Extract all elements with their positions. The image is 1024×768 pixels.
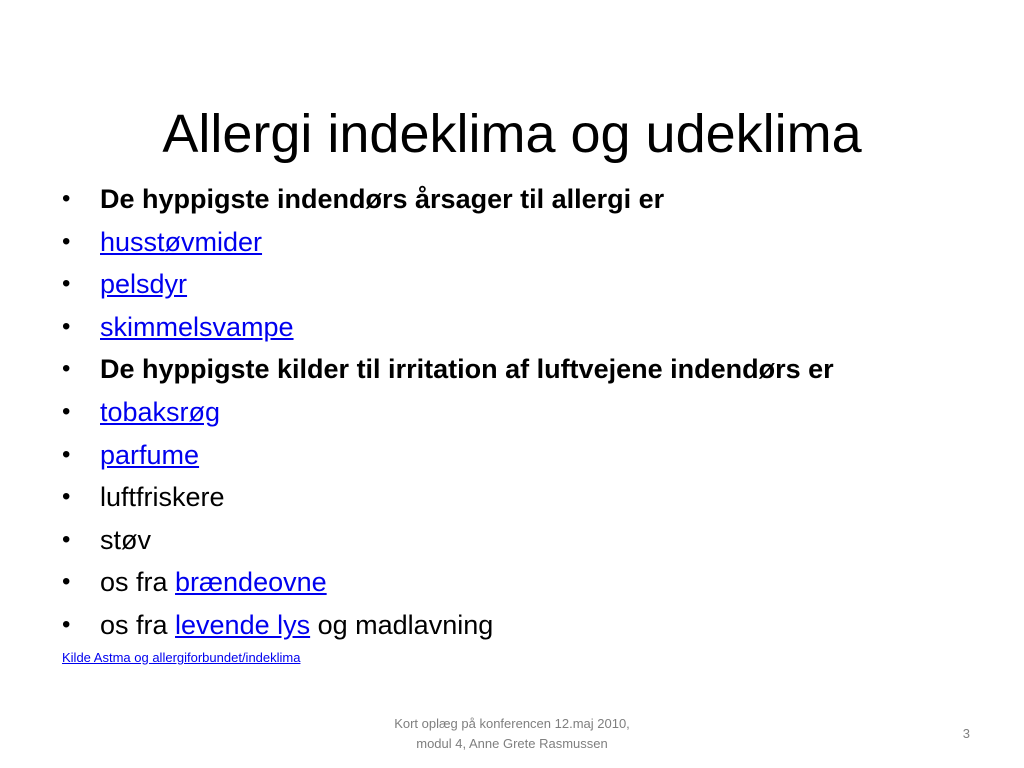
bullet-dot-icon: • bbox=[62, 568, 71, 596]
bullet-item bbox=[56, 348, 996, 391]
footer-line-1: Kort oplæg på konferencen 12.maj 2010, bbox=[394, 716, 630, 731]
bullet-item bbox=[56, 263, 996, 306]
footer-line-2: modul 4, Anne Grete Rasmussen bbox=[416, 736, 608, 751]
bullet-item bbox=[56, 306, 996, 349]
bullet-link[interactable]: skimmelsvampe bbox=[100, 311, 294, 342]
bullet-dot-icon: • bbox=[62, 610, 71, 638]
bullet-link[interactable]: parfume bbox=[100, 439, 200, 470]
bullet-text: De hyppigste kilder til irritation af luftvejene indendørs er bbox=[100, 354, 834, 385]
bullet-item bbox=[56, 476, 996, 519]
bullet-dot-icon: • bbox=[62, 185, 71, 212]
bullet-item bbox=[56, 519, 996, 562]
bullet-item bbox=[56, 178, 996, 221]
bullet-dot-icon: • bbox=[62, 355, 71, 383]
slide-footer bbox=[352, 714, 672, 754]
bullet-text: og madlavning bbox=[310, 609, 494, 640]
bullet-dot-icon: • bbox=[62, 227, 71, 255]
bullet-item bbox=[56, 604, 996, 647]
bullet-dot-icon: • bbox=[62, 525, 71, 553]
bullet-item bbox=[56, 221, 996, 264]
bullet-text: luftfriskere bbox=[100, 482, 225, 513]
bullet-link[interactable]: levende lys bbox=[175, 609, 311, 640]
bullet-dot-icon: • bbox=[62, 270, 71, 298]
bullet-text: støv bbox=[100, 524, 151, 555]
bullet-dot-icon: • bbox=[62, 483, 71, 511]
page-number: 3 bbox=[962, 726, 970, 741]
bullet-item bbox=[56, 561, 996, 604]
bullet-dot-icon: • bbox=[62, 397, 71, 425]
bullet-item bbox=[56, 391, 996, 434]
bullet-text: os fra bbox=[100, 609, 176, 640]
bullet-link[interactable]: husstøvmider bbox=[100, 226, 263, 257]
bullet-link[interactable]: brændeovne bbox=[175, 567, 327, 598]
bullet-list bbox=[56, 178, 996, 647]
bullet-text: De hyppigste indendørs årsager til allergi er bbox=[100, 184, 665, 214]
bullet-dot-icon: • bbox=[62, 312, 71, 340]
bullet-link[interactable]: tobaksrøg bbox=[100, 396, 221, 427]
bullet-link[interactable]: pelsdyr bbox=[100, 269, 188, 300]
source-link[interactable]: Kilde Astma og allergiforbundet/indeklima bbox=[62, 650, 301, 665]
bullet-item bbox=[56, 434, 996, 477]
slide-title: Allergi indeklima og udeklima bbox=[162, 104, 862, 165]
bullet-text: os fra bbox=[100, 567, 176, 598]
bullet-dot-icon: • bbox=[62, 440, 71, 468]
